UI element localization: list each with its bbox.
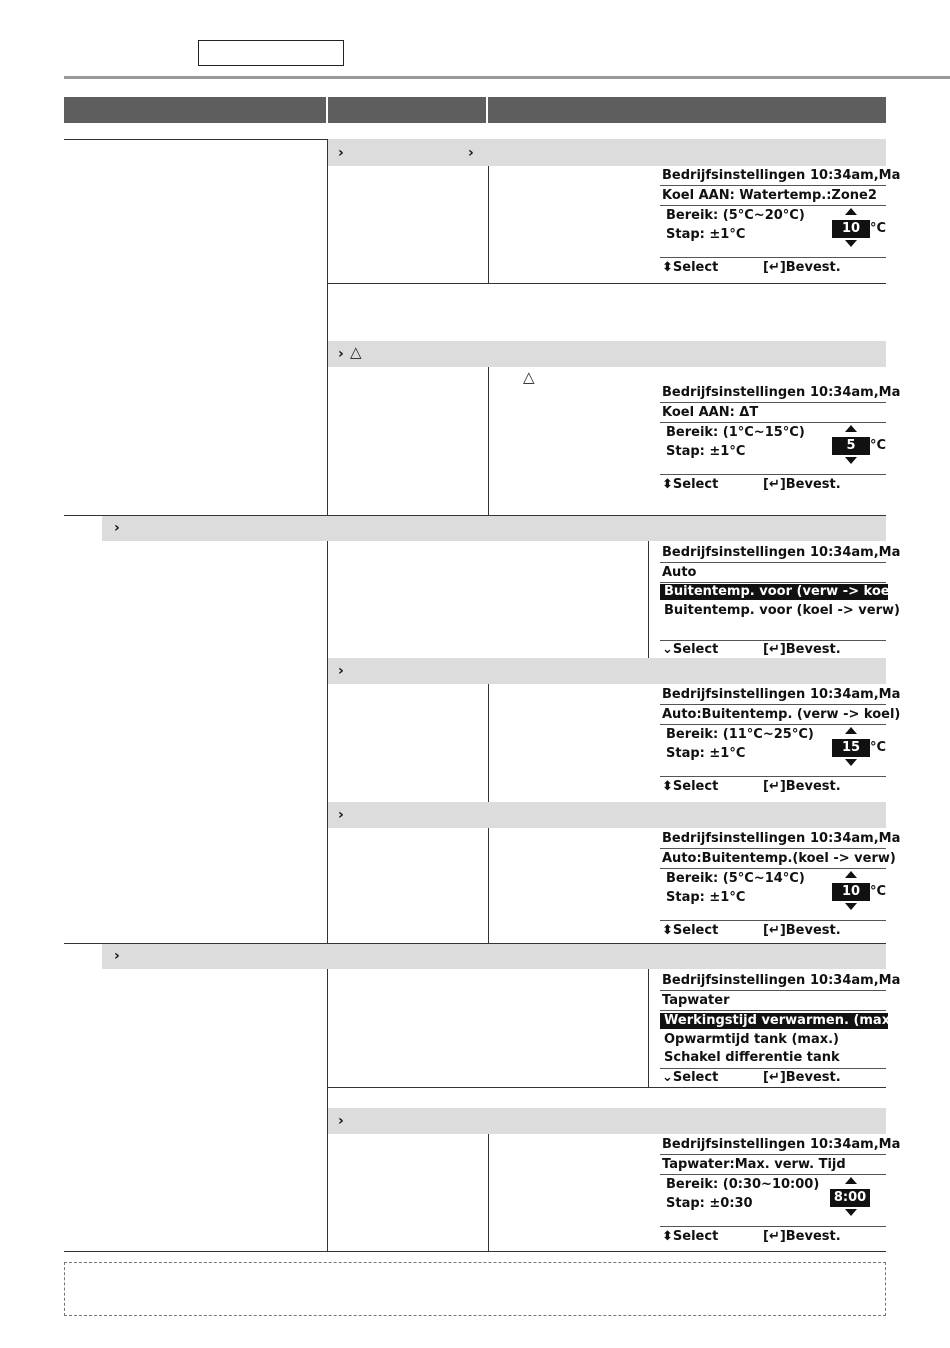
confirm-hint: [↵]Bevest. — [763, 1229, 841, 1244]
step-text: Stap: ±1°C — [666, 890, 746, 905]
column-divider — [327, 541, 328, 943]
screen-time: 10:34am,Ma — [810, 831, 901, 846]
triangle-icon: △ — [523, 368, 535, 386]
lcd-screen-outdoor-cool-heat — [660, 831, 901, 943]
arrow-down-icon — [845, 240, 857, 247]
menu-item-selected[interactable]: Buitentemp. voor (verw -> koel) — [660, 584, 888, 600]
column-divider — [488, 828, 489, 943]
table-header-cell-2 — [328, 97, 486, 123]
screen-title: Bedrijfsinstellingen — [662, 973, 806, 988]
column-divider — [648, 541, 649, 658]
screen-time: 10:34am,Ma — [810, 687, 901, 702]
range-text: Bereik: (1°C~15°C) — [666, 425, 805, 440]
screen-title: Bedrijfsinstellingen — [662, 831, 806, 846]
select-hint: ⬍Select — [662, 1229, 719, 1244]
chevron-right-icon: › — [338, 807, 344, 823]
lcd-screen-tapwater-menu — [660, 973, 901, 1085]
row-divider — [328, 283, 886, 284]
top-rule — [64, 76, 950, 79]
note-box — [64, 1262, 886, 1316]
row-divider — [328, 1087, 886, 1088]
range-text: Bereik: (0:30~10:00) — [666, 1177, 820, 1192]
confirm-hint: [↵]Bevest. — [763, 477, 841, 492]
screen-time: 10:34am,Ma — [810, 545, 901, 560]
row-divider — [64, 1251, 886, 1252]
table-header-cell-3 — [488, 97, 886, 123]
chevron-right-icon: › — [468, 145, 474, 161]
column-divider — [488, 1134, 489, 1251]
subheader-bar — [328, 1108, 886, 1134]
screen-title: Bedrijfsinstellingen — [662, 168, 806, 183]
arrow-up-icon — [845, 425, 857, 432]
value-display: 5 — [832, 437, 870, 455]
confirm-hint: [↵]Bevest. — [763, 260, 841, 275]
step-text: Stap: ±1°C — [666, 444, 746, 459]
screen-subtitle: Auto:Buitentemp.(koel -> verw) — [662, 851, 896, 866]
select-hint: ⌄Select — [662, 642, 719, 657]
arrow-up-icon — [845, 727, 857, 734]
confirm-hint: [↵]Bevest. — [763, 779, 841, 794]
subheader-bar — [328, 341, 886, 367]
value-display: 15 — [832, 739, 870, 757]
chevron-right-icon: › — [338, 1113, 344, 1129]
arrow-up-icon — [845, 871, 857, 878]
arrow-down-icon — [845, 457, 857, 464]
confirm-hint: [↵]Bevest. — [763, 923, 841, 938]
unit-label: °C — [870, 884, 887, 899]
chevron-right-icon: › — [114, 520, 120, 536]
chevron-right-icon: › — [338, 663, 344, 679]
header-label-box — [198, 40, 344, 66]
screen-title: Bedrijfsinstellingen — [662, 385, 806, 400]
menu-item-selected[interactable]: Werkingstijd verwarmen. (max.) — [660, 1013, 888, 1029]
subheader-bar — [328, 658, 886, 684]
step-text: Stap: ±0:30 — [666, 1196, 753, 1211]
select-hint: ⬍Select — [662, 260, 719, 275]
screen-time: 10:34am,Ma — [810, 168, 901, 183]
value-display: 10 — [832, 220, 870, 238]
column-divider — [488, 166, 489, 283]
confirm-hint: [↵]Bevest. — [763, 1070, 841, 1085]
screen-subtitle: Auto — [662, 565, 697, 580]
screen-subtitle: Tapwater — [662, 993, 730, 1008]
arrow-down-icon — [845, 759, 857, 766]
chevron-right-icon: › — [338, 145, 344, 161]
arrow-down-icon — [845, 903, 857, 910]
unit-label: °C — [870, 221, 887, 236]
subheader-bar — [102, 944, 886, 969]
unit-label: °C — [870, 740, 887, 755]
subheader-bar — [328, 802, 886, 828]
column-divider — [648, 969, 649, 1087]
screen-time: 10:34am,Ma — [810, 973, 901, 988]
menu-item[interactable]: Opwarmtijd tank (max.) — [664, 1032, 839, 1047]
table-header-cell-1 — [64, 97, 326, 123]
select-hint: ⬍Select — [662, 779, 719, 794]
chevron-right-icon: › — [338, 346, 344, 362]
lcd-screen-delta-t — [660, 385, 901, 497]
select-hint: ⬍Select — [662, 923, 719, 938]
screen-subtitle: Koel AAN: ΔT — [662, 405, 759, 420]
range-text: Bereik: (5°C~14°C) — [666, 871, 805, 886]
screen-subtitle: Auto:Buitentemp. (verw -> koel) — [662, 707, 901, 722]
select-hint: ⌄Select — [662, 1070, 719, 1085]
screen-subtitle: Tapwater:Max. verw. Tijd — [662, 1157, 846, 1172]
step-text: Stap: ±1°C — [666, 746, 746, 761]
lcd-screen-water-temp-zone2 — [660, 168, 901, 280]
menu-item[interactable]: Schakel differentie tank — [664, 1050, 840, 1065]
arrow-down-icon — [845, 1209, 857, 1216]
select-hint: ⬍Select — [662, 477, 719, 492]
lcd-screen-auto-menu — [660, 545, 901, 657]
value-display: 10 — [832, 883, 870, 901]
range-text: Bereik: (11°C~25°C) — [666, 727, 814, 742]
column-divider — [488, 684, 489, 802]
unit-label: °C — [870, 438, 887, 453]
triangle-icon: △ — [350, 343, 362, 361]
lcd-screen-outdoor-heat-cool — [660, 687, 901, 799]
range-text: Bereik: (5°C~20°C) — [666, 208, 805, 223]
screen-time: 10:34am,Ma — [810, 385, 901, 400]
screen-title: Bedrijfsinstellingen — [662, 1137, 806, 1152]
lcd-screen-tapwater-max-time — [660, 1137, 901, 1249]
screen-subtitle: Koel AAN: Watertemp.:Zone2 — [662, 188, 877, 203]
subheader-bar — [328, 139, 886, 166]
screen-title: Bedrijfsinstellingen — [662, 687, 806, 702]
screen-title: Bedrijfsinstellingen — [662, 545, 806, 560]
column-divider — [327, 139, 328, 515]
chevron-right-icon: › — [114, 948, 120, 964]
step-text: Stap: ±1°C — [666, 227, 746, 242]
confirm-hint: [↵]Bevest. — [763, 642, 841, 657]
screen-time: 10:34am,Ma — [810, 1137, 901, 1152]
column-divider — [488, 367, 489, 515]
arrow-up-icon — [845, 1177, 857, 1184]
menu-item[interactable]: Buitentemp. voor (koel -> verw) — [664, 603, 900, 618]
arrow-up-icon — [845, 208, 857, 215]
value-display: 8:00 — [830, 1189, 870, 1207]
subheader-bar — [102, 516, 886, 541]
